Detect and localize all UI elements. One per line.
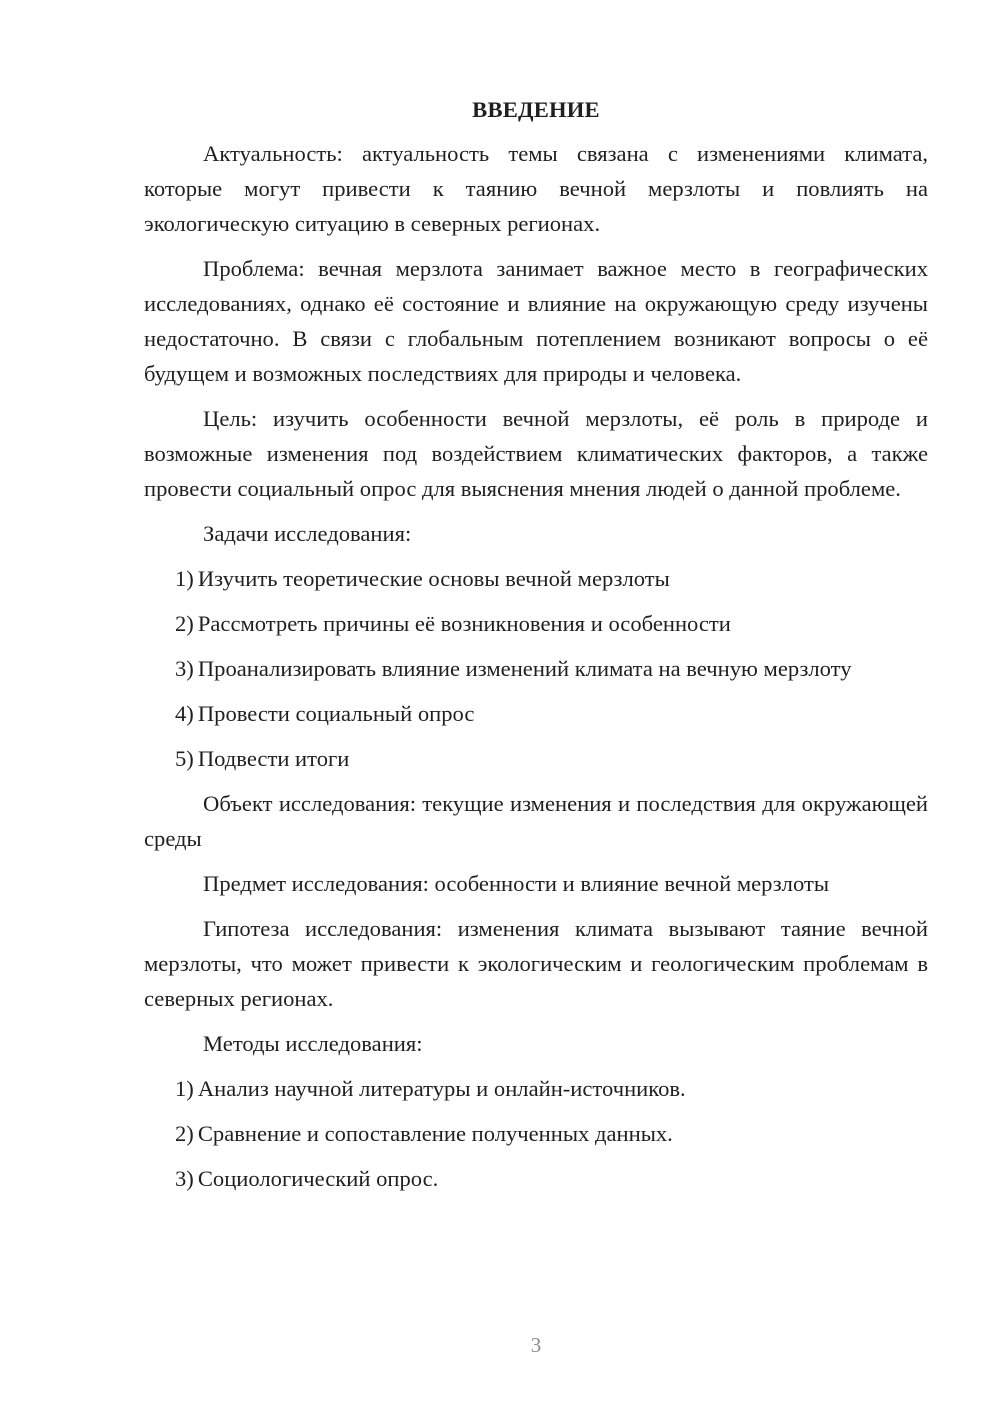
list-item [144,1071,928,1106]
task-number: 1) [175,566,194,591]
hypothesis-paragraph: Гипотеза исследования: изменения климата вызывают таяние вечной мерзлоты, что может привести к экологическим и геологическим проблемам в северных регионах. [144,916,928,1011]
task-text: Подвести итоги [197,746,350,771]
list-item [144,606,928,641]
relevance-paragraph: Актуальность: актуальность темы связана с изменениями климата, которые могут привести к таянию вечной мерзлоты и повлиять на экологическую ситуацию в северных регионах. [144,141,928,236]
task-number: 2) [175,611,194,636]
task-number: 4) [175,701,194,726]
list-item [144,696,928,731]
task-number: 5) [175,746,194,771]
section-title: ВВЕДЕНИЕ [472,97,600,122]
method-number: 1) [175,1076,194,1101]
page-content [144,92,928,1206]
page-number: 3 [530,1333,542,1357]
object-paragraph: Объект исследования: текущие изменения и последствия для окружающей среды [144,791,928,851]
list-item [144,561,928,596]
list-item [144,1116,928,1151]
list-item [144,1161,928,1196]
task-text: Провести социальный опрос [197,701,475,726]
list-item [144,651,928,686]
task-text: Рассмотреть причины её возникновения и особенности [197,611,731,636]
method-text: Анализ научной литературы и онлайн-источников. [197,1076,686,1101]
goal-paragraph: Цель: изучить особенности вечной мерзлоты, её роль в природе и возможные изменения под воздействием климатических факторов, а также провести социальный опрос для выяснения мнения людей о данной проблеме. [144,406,928,501]
task-text: Проанализировать влияние изменений климата на вечную мерзлоту [197,656,852,681]
method-text: Сравнение и сопоставление полученных данных. [197,1121,673,1146]
problem-paragraph: Проблема: вечная мерзлота занимает важное место в географических исследованиях, однако её состояние и влияние на окружающую среду изучены недостаточно. В связи с глобальным потеплением возникают вопросы о её будущем и возможных последствиях для природы и человека. [144,256,928,386]
method-text: Социологический опрос. [197,1166,439,1191]
subject-paragraph: Предмет исследования: особенности и влияние вечной мерзлоты [203,871,829,896]
method-number: 2) [175,1121,194,1146]
list-item [144,741,928,776]
task-text: Изучить теоретические основы вечной мерзлоты [197,566,670,591]
tasks-heading: Задачи исследования: [203,521,412,546]
method-number: 3) [175,1166,194,1191]
task-number: 3) [175,656,194,681]
methods-heading: Методы исследования: [203,1031,423,1056]
